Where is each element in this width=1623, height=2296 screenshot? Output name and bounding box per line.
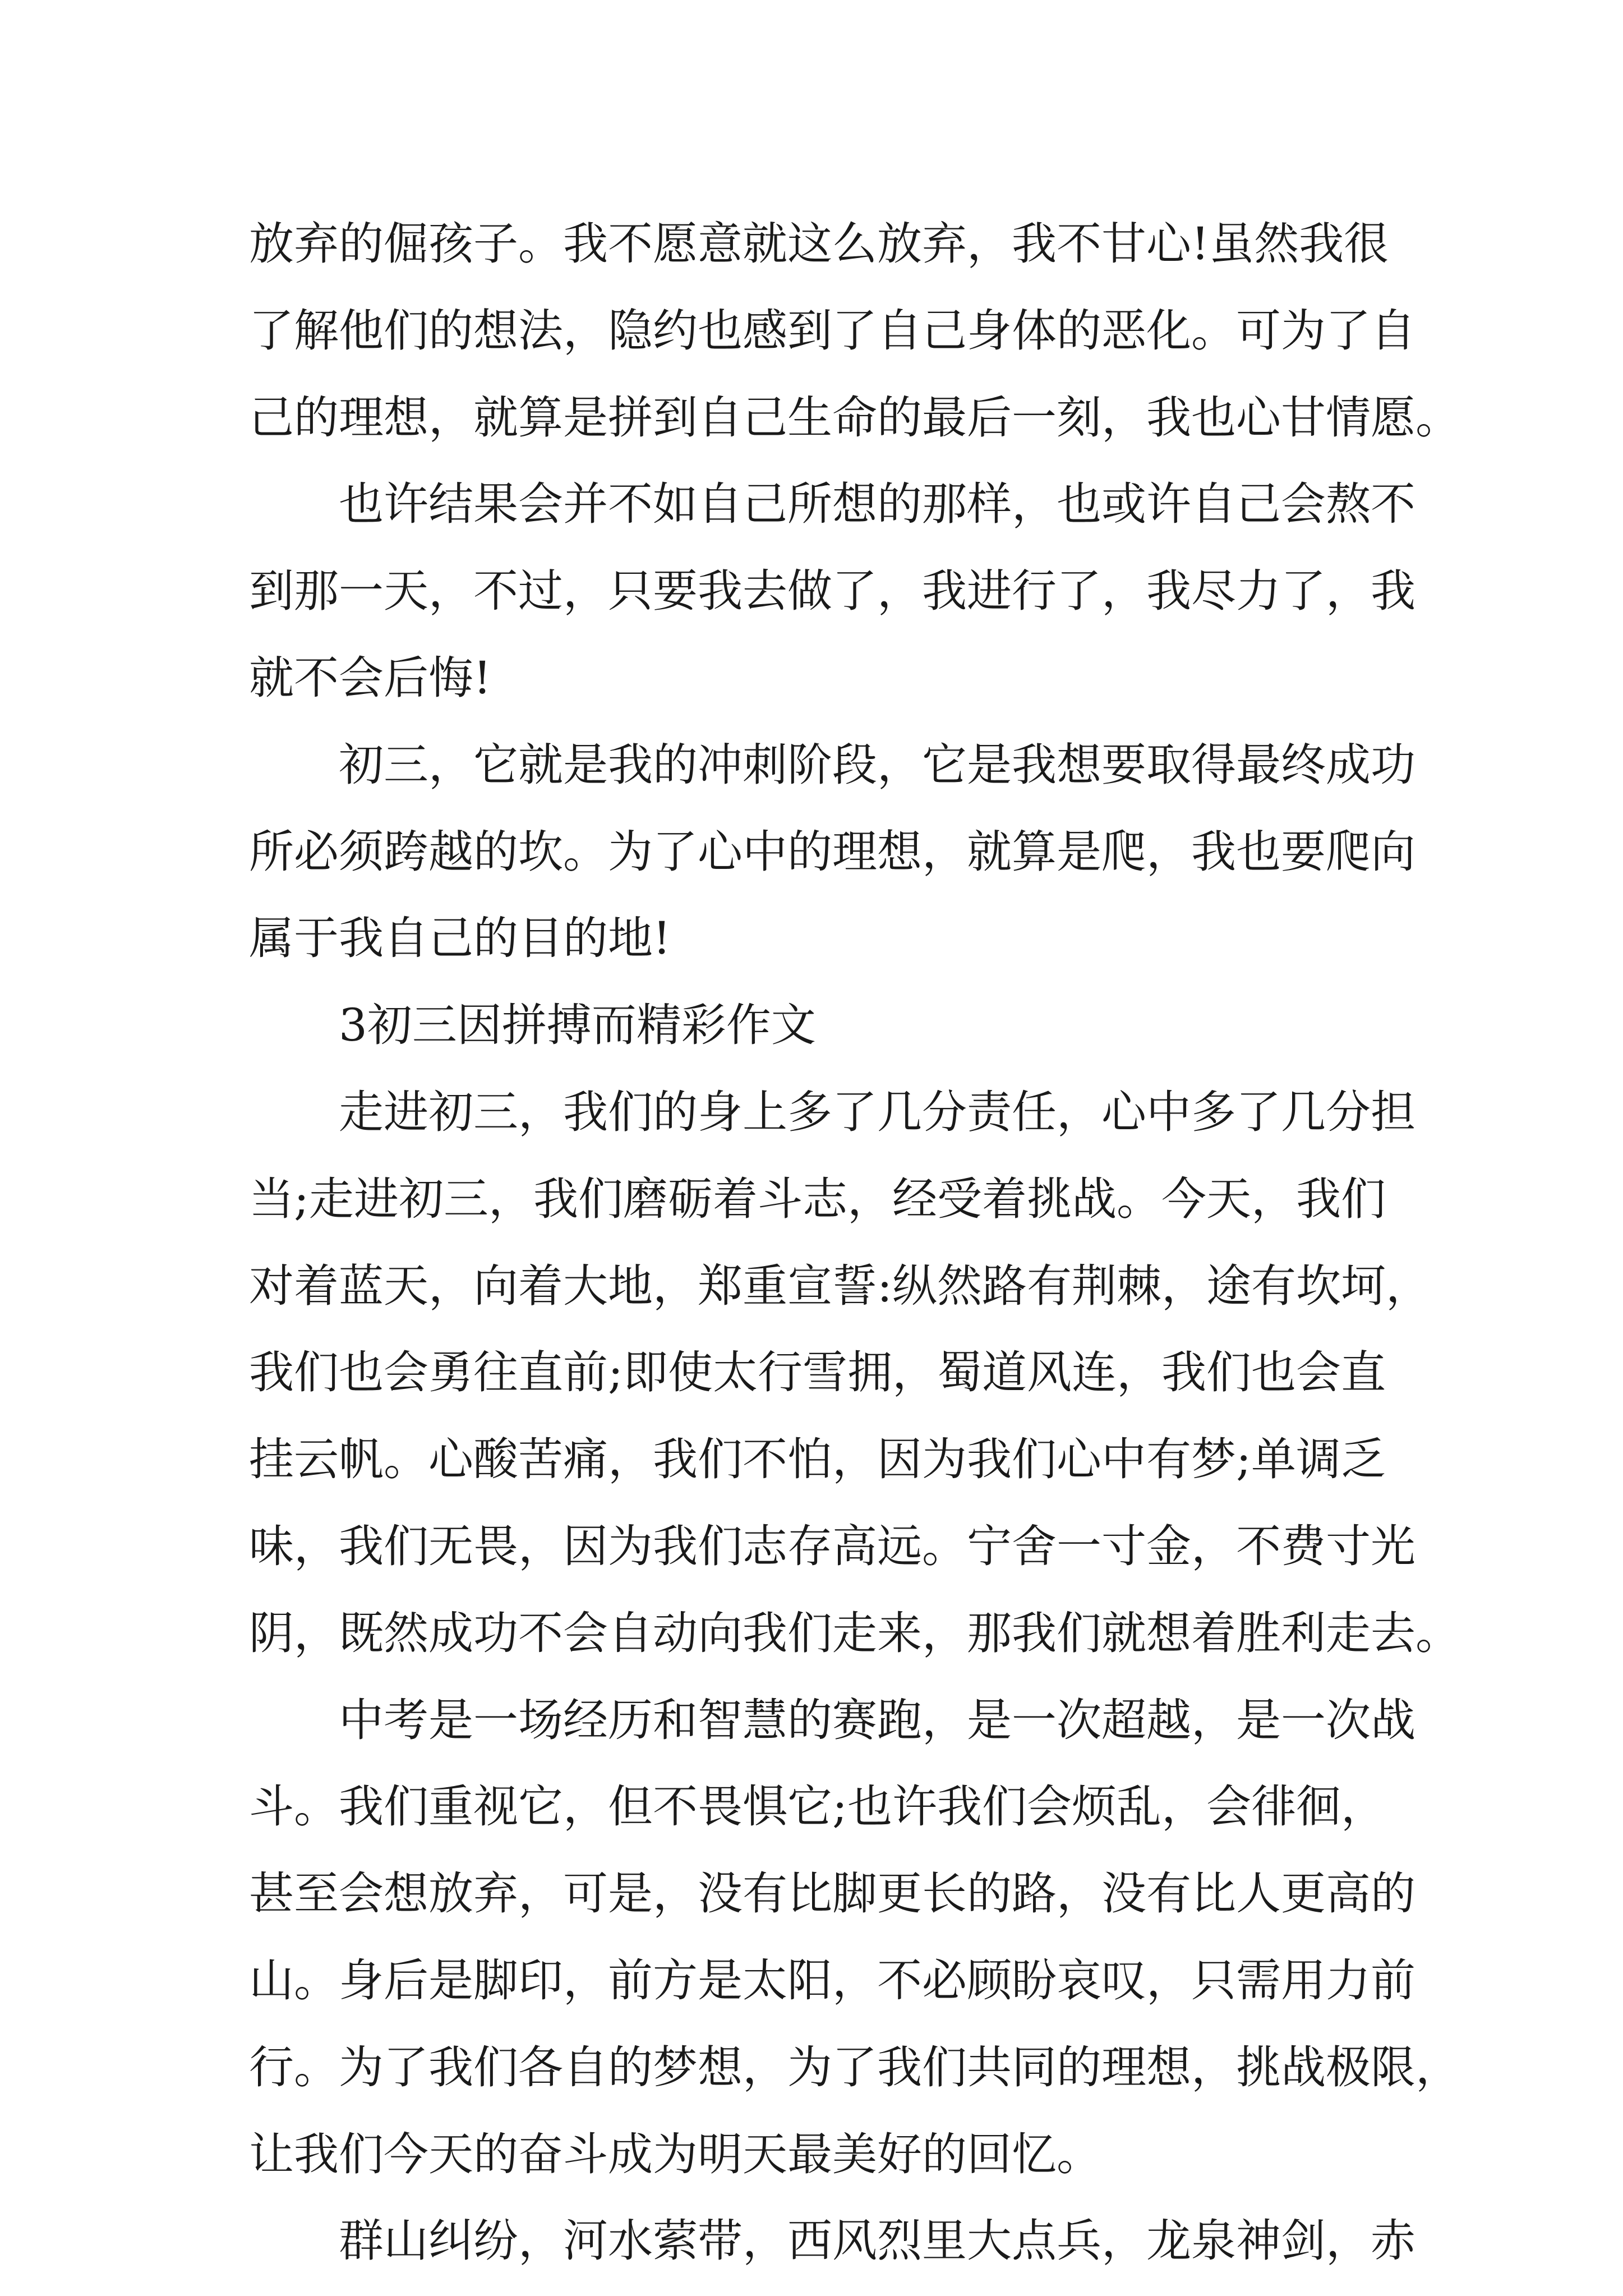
text-line: 到那一天，不过，只要我去做了，我进行了，我尽力了，我: [249, 565, 1415, 618]
paragraph-start-line: 初三，它就是我的冲刺阶段，它是我想要取得最终成功: [339, 738, 1415, 791]
text-line: 味，我们无畏，因为我们志存高远。宁舍一寸金，不费寸光: [249, 1520, 1415, 1572]
text-line: 当;走进初三，我们磨砺着斗志，经受着挑战。今天，我们: [249, 1172, 1386, 1225]
text-line: 斗。我们重视它，但不畏惧它;也许我们会烦乱，会徘徊，: [249, 1780, 1386, 1833]
paragraph-end-line: 就不会后悔!: [249, 651, 492, 704]
paragraph-end-line: 阴，既然成功不会自动向我们走来，那我们就想着胜利走去。: [249, 1607, 1460, 1659]
text-line: 甚至会想放弃，可是，没有比脚更长的路，没有比人更高的: [249, 1867, 1415, 1920]
text-line: 所必须跨越的坎。为了心中的理想，就算是爬，我也要爬向: [249, 825, 1415, 878]
paragraph-start-line: 中考是一场经历和智慧的赛跑，是一次超越，是一次战: [339, 1694, 1415, 1746]
text-line: 我们也会勇往直前;即使太行雪拥，蜀道风连，我们也会直: [249, 1346, 1386, 1399]
paragraph-end-line: 让我们今天的奋斗成为明天最美好的回忆。: [249, 2128, 1101, 2180]
text-line: 对着蓝天，向着大地，郑重宣誓:纵然路有荆棘，途有坎坷，: [249, 1259, 1431, 1312]
text-line: 挂云帆。心酸苦痛，我们不怕，因为我们心中有梦;单调乏: [249, 1433, 1386, 1486]
essay-body: [249, 201, 1460, 2285]
text-line: 己的理想，就算是拼到自己生命的最后一刻，我也心甘情愿。: [249, 391, 1460, 444]
paragraph-end-line: 属于我自己的目的地!: [249, 912, 671, 965]
text-line: 了解他们的想法，隐约也感到了自己身体的恶化。可为了自: [249, 304, 1415, 357]
text-line: 行。为了我们各自的梦想，为了我们共同的理想，挑战极限，: [249, 2041, 1460, 2093]
text-line: 山。身后是脚印，前方是太阳，不必顾盼哀叹，只需用力前: [249, 1954, 1415, 2007]
section-heading: 3初三因拼搏而精彩作文: [339, 999, 816, 1052]
text-line: 放弃的倔孩子。我不愿意就这么放弃，我不甘心!虽然我很: [249, 218, 1389, 270]
paragraph-start-line: 也许结果会并不如自己所想的那样，也或许自己会熬不: [339, 478, 1415, 531]
paragraph-start-line: 群山纠纷，河水萦带，西风烈里大点兵，龙泉神剑，赤: [339, 2215, 1415, 2267]
paragraph-start-line: 走进初三，我们的身上多了几分责任，心中多了几分担: [339, 1085, 1415, 1138]
